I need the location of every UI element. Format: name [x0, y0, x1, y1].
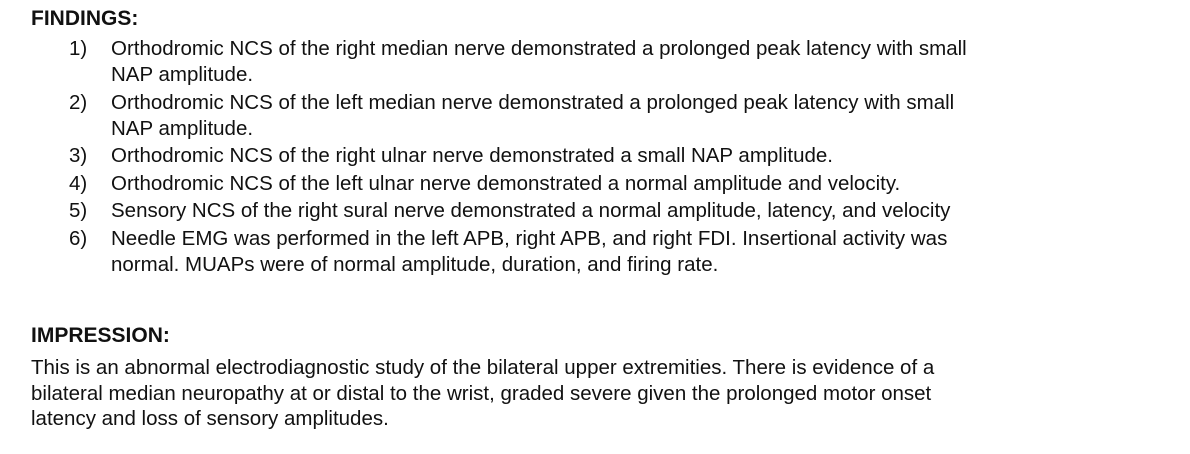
finding-number: 1): [69, 37, 88, 60]
finding-item-4: [0, 171, 1190, 197]
finding-item-3: [0, 143, 1190, 169]
finding-item-5: [0, 198, 1190, 224]
finding-number: 5): [69, 199, 88, 222]
finding-item-6: [0, 226, 1190, 278]
finding-text: Orthodromic NCS of the right median nerve demonstrated a prolonged peak latency with small NAP amplitude.: [111, 37, 967, 86]
finding-number: 4): [69, 171, 88, 195]
impression-heading: IMPRESSION:: [31, 324, 170, 347]
finding-number: 3): [69, 144, 88, 167]
findings-heading: FINDINGS:: [31, 7, 139, 30]
finding-number: 6): [69, 226, 88, 250]
impression-text: This is an abnormal electrodiagnostic study of the bilateral upper extremities. There is evidence of a bilateral median neuropathy at or distal to the wrist, graded severe given the prolonged motor onset latency and loss of sensory amplitudes.: [31, 356, 935, 430]
finding-text: Orthodromic NCS of the right ulnar nerve demonstrated a small NAP amplitude.: [111, 144, 834, 167]
finding-item-1: [0, 36, 1190, 88]
finding-text: Orthodromic NCS of the left median nerve demonstrated a prolonged peak latency with small NAP amplitude.: [111, 90, 955, 140]
findings-list: [0, 36, 1190, 279]
finding-text: Needle EMG was performed in the left APB, right APB, and right FDI. Insertional activity was normal. MUAPs were of normal amplitude, duration, and firing rate.: [111, 226, 948, 276]
finding-text: Sensory NCS of the right sural nerve demonstrated a normal amplitude, latency, and velocity: [111, 199, 951, 222]
finding-item-2: [0, 90, 1190, 142]
finding-number: 2): [69, 90, 88, 114]
finding-text: Orthodromic NCS of the left ulnar nerve demonstrated a normal amplitude and velocity.: [111, 171, 901, 195]
